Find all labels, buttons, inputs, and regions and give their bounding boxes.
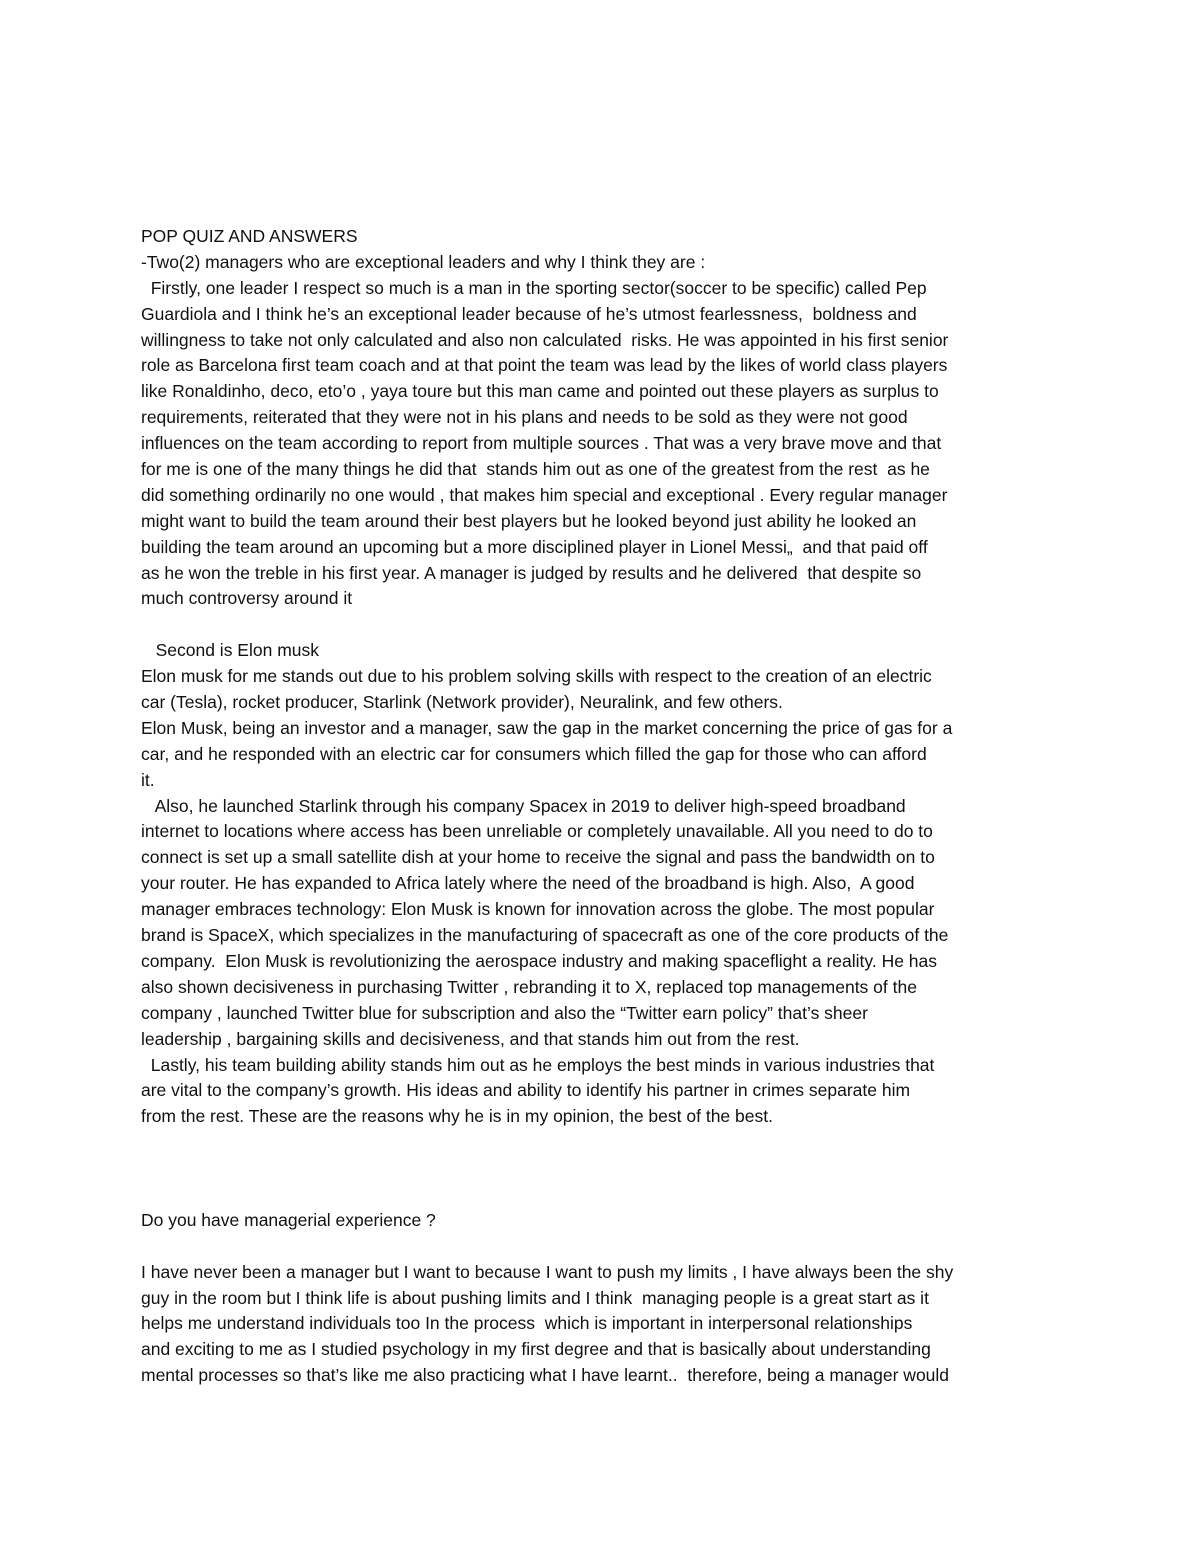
text-line: Also, he launched Starlink through his company Spacex in 2019 to deliver high-speed broadband bbox=[141, 795, 906, 816]
paragraph-managerial-experience bbox=[141, 1260, 1061, 1389]
text-line: role as Barcelona first team coach and at that point the team was lead by the likes of world class players bbox=[141, 355, 948, 376]
document-title: POP QUIZ AND ANSWERS bbox=[141, 226, 358, 246]
text-line: Lastly, his team building ability stands him out as he employs the best minds in various industries that bbox=[141, 1054, 935, 1075]
paragraph-elon-musk bbox=[141, 664, 1061, 1130]
text-line: Firstly, one leader I respect so much is a man in the sporting sector(soccer to be specific) called Pep bbox=[141, 277, 927, 298]
text-line: and exciting to me as I studied psychology in my first degree and that is basically about understanding bbox=[141, 1339, 931, 1360]
text-line: it. bbox=[141, 769, 155, 790]
text-line: Elon Musk, being an investor and a manager, saw the gap in the market concerning the price of gas for a bbox=[141, 717, 953, 738]
text-line: willingness to take not only calculated and also non calculated risks. He was appointed in his first senior bbox=[141, 329, 949, 350]
text-line: company. Elon Musk is revolutionizing the aerospace industry and making spaceflight a reality. He has bbox=[141, 950, 938, 971]
text-line: building the team around an upcoming but a more disciplined player in Lionel Messi„ and that paid off bbox=[141, 536, 928, 557]
text-line: connect is set up a small satellite dish at your home to receive the signal and pass the bandwidth on to bbox=[141, 847, 935, 868]
text-line: guy in the room but I think life is about pushing limits and I think managing people is a great start as it bbox=[141, 1287, 929, 1308]
text-line: did something ordinarily no one would , that makes him special and exceptional . Every regular manager bbox=[141, 484, 948, 505]
text-line: Guardiola and I think he’s an exceptional leader because of he’s utmost fearlessness, boldness and bbox=[141, 303, 917, 324]
paragraph-pep-guardiola bbox=[141, 276, 1061, 613]
text-line: helps me understand individuals too In the process which is important in interpersonal relationships bbox=[141, 1313, 913, 1334]
document-body bbox=[141, 224, 1061, 1389]
text-line: I have never been a manager but I want to because I want to push my limits , I have always been the shy bbox=[141, 1261, 954, 1282]
text-line: brand is SpaceX, which specializes in the manufacturing of spacecraft as one of the core products of the bbox=[141, 925, 949, 946]
text-line: as he won the treble in his first year. A manager is judged by results and he delivered that despite so bbox=[141, 562, 922, 583]
paragraph-spacer bbox=[141, 612, 1061, 638]
text-line: Elon musk for me stands out due to his problem solving skills with respect to the creation of an electric bbox=[141, 666, 932, 687]
text-line: might want to build the team around their best players but he looked beyond just ability he looked an bbox=[141, 510, 917, 531]
text-line: are vital to the company’s growth. His ideas and ability to identify his partner in crimes separate him bbox=[141, 1080, 911, 1101]
text-line: company , launched Twitter blue for subscription and also the “Twitter earn policy” that’s sheer bbox=[141, 1002, 868, 1023]
text-line: requirements, reiterated that they were not in his plans and needs to be sold as they were not good bbox=[141, 407, 908, 428]
text-line: internet to locations where access has been unreliable or completely unavailable. All you need to do to bbox=[141, 821, 933, 842]
text-line: manager embraces technology: Elon Musk is known for innovation across the globe. The most popular bbox=[141, 899, 935, 920]
text-line: your router. He has expanded to Africa lately where the need of the broadband is high. Also, A good bbox=[141, 873, 915, 894]
text-line: influences on the team according to report from multiple sources . That was a very brave move and that bbox=[141, 433, 942, 454]
text-line: much controversy around it bbox=[141, 588, 353, 609]
paragraph-spacer bbox=[141, 1234, 1061, 1260]
text-line: from the rest. These are the reasons why he is in my opinion, the best of the best. bbox=[141, 1106, 773, 1127]
section-spacer bbox=[141, 1130, 1061, 1208]
text-line: also shown decisiveness in purchasing Twitter , rebranding it to X, replaced top managements of the bbox=[141, 976, 917, 997]
text-line: leadership , bargaining skills and decisiveness, and that stands him out from the rest. bbox=[141, 1028, 800, 1049]
text-line: for me is one of the many things he did that stands him out as one of the greatest from the rest as he bbox=[141, 459, 930, 480]
text-line: like Ronaldinho, deco, eto’o , yaya toure but this man came and pointed out these players as surplus to bbox=[141, 381, 939, 402]
text-line: car, and he responded with an electric car for consumers which filled the gap for those who can afford bbox=[141, 743, 927, 764]
question-managerial-experience: Do you have managerial experience ? bbox=[141, 1209, 436, 1230]
second-leader-heading: Second is Elon musk bbox=[141, 640, 319, 661]
question-two-managers: -Two(2) managers who are exceptional leaders and why I think they are : bbox=[141, 251, 706, 272]
text-line: mental processes so that’s like me also practicing what I have learnt.. therefore, being a manager would bbox=[141, 1365, 950, 1386]
text-line: car (Tesla), rocket producer, Starlink (Network provider), Neuralink, and few others. bbox=[141, 692, 783, 713]
